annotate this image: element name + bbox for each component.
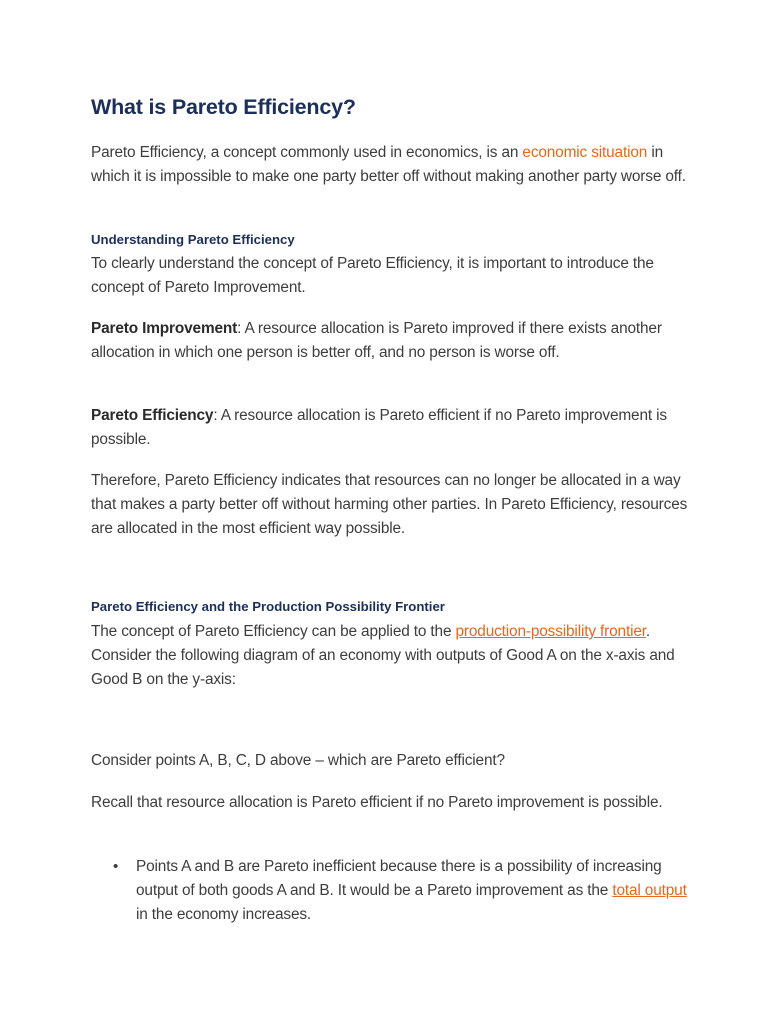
intro-text-after: in which it is impossible to make one party better off without making another party worse off. [91, 144, 686, 185]
total-output-link[interactable]: total output [612, 882, 687, 899]
question-paragraph: Consider points A, B, C, D above – which are Pareto efficient? [91, 752, 505, 769]
bullet-list [91, 855, 691, 927]
bullet-text-after: in the economy increases. [136, 906, 312, 923]
therefore-paragraph: Therefore, Pareto Efficiency indicates that resources can no longer be allocated in a way that makes a party better off without harming other parties. In Pareto Efficiency, resources are allocated in the most efficient way possible. [91, 472, 688, 537]
section-heading-ppf: Pareto Efficiency and the Production Possibility Frontier [91, 599, 445, 614]
section-heading-understanding: Understanding Pareto Efficiency [91, 232, 295, 247]
pareto-improvement-term: Pareto Improvement [91, 320, 238, 337]
bullet-marker: • [113, 858, 119, 875]
production-possibility-frontier-link[interactable]: production-possibility frontier [455, 623, 646, 640]
pareto-efficiency-definition [91, 404, 691, 452]
list-item [91, 855, 691, 927]
pareto-efficiency-term: Pareto Efficiency [91, 407, 214, 424]
pareto-improvement-definition [91, 317, 691, 365]
intro-paragraph [91, 141, 691, 189]
understanding-paragraph: To clearly understand the concept of Pareto Efficiency, it is important to introduce the concept of Pareto Improvement. [91, 255, 654, 296]
ppf-paragraph [91, 620, 691, 692]
ppf-text-before: The concept of Pareto Efficiency can be applied to the [91, 623, 456, 640]
bullet-text-before: Points A and B are Pareto inefficient because there is a possibility of increasing output of both goods A and B. It would be a Pareto improvement as the [136, 858, 662, 899]
ppf-text-after: . Consider the following diagram of an economy with outputs of Good A on the x-axis and Good B on the y-axis: [91, 623, 675, 688]
pareto-improvement-text: : A resource allocation is Pareto improved if there exists another allocation in which one person is better off, and no person is worse off. [91, 320, 662, 361]
pareto-efficiency-text: : A resource allocation is Pareto efficient if no Pareto improvement is possible. [91, 407, 667, 448]
economic-situation-highlight: economic situation [522, 144, 648, 161]
intro-text-before: Pareto Efficiency, a concept commonly used in economics, is an [91, 144, 523, 161]
recall-paragraph: Recall that resource allocation is Pareto efficient if no Pareto improvement is possible. [91, 794, 663, 811]
page-title: What is Pareto Efficiency? [91, 95, 356, 119]
